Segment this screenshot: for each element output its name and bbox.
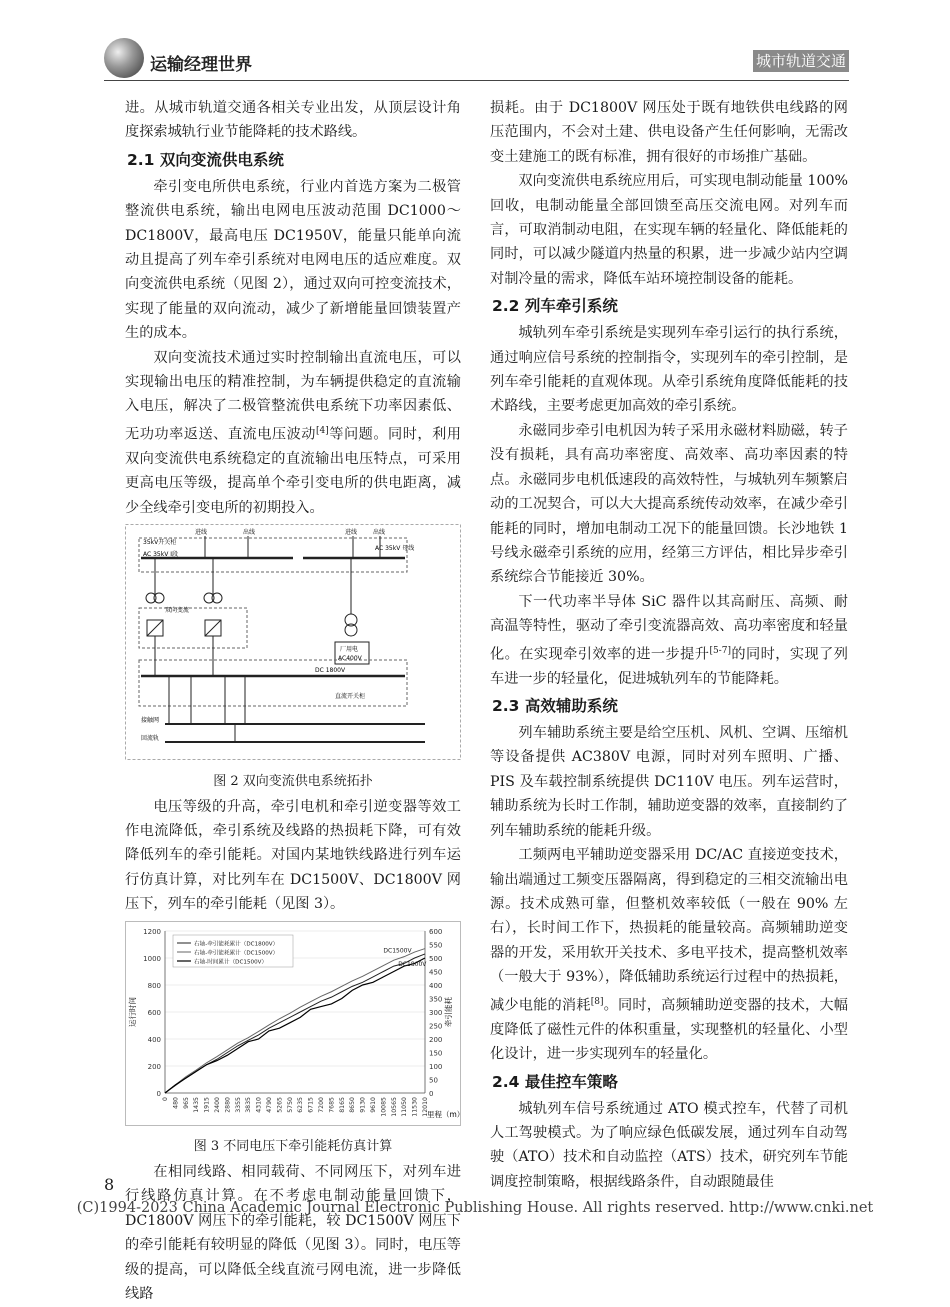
y-left-tick-label: 200: [147, 1062, 161, 1071]
x-tick-label: 4790: [266, 1096, 273, 1113]
figure-2-caption: 图 2 双向变流供电系统拓扑: [213, 773, 373, 789]
x-tick-label: 480: [172, 1096, 180, 1109]
paragraph: 城轨列车信号系统通过 ATO 模式控车，代替了司机人工驾驶模式。为了响应绿色低碳发展，通过列车自动驾驶（ATO）技术和自动监控（ATS）技术，研究列车节能调度控制策略，根据线路条件，自动跟随最佳: [490, 1100, 848, 1190]
label-aux1: 厂用电: [340, 646, 359, 654]
y-left-tick-label: 800: [147, 981, 161, 990]
x-tick-label: 2400: [214, 1096, 221, 1113]
x-tick-label: 5265: [276, 1096, 284, 1113]
section-heading-2-2: 2.2 列车牵引系统: [492, 297, 618, 316]
paragraph: 永磁同步牵引电机因为转子采用永磁材料励磁，转子没有损耗，具有高功率密度、高效率、高功率因素的特点。永磁同步电机低速段的高效特性，与城轨列车频繁启动的工况契合，可以大大提高系统传动效率，在减少牵引能耗的同时，增加电制动工况下的能量回馈。长沙地铁 1 号线永磁牵引系统的应用，经第三方评估，相比异步牵引系统综合节能接近 30%。: [490, 422, 848, 586]
x-tick-label: 965: [182, 1096, 190, 1109]
legend-entry: 右轴-牵引能耗累计（DC1500V）: [194, 950, 279, 957]
page-number: 8: [104, 1175, 115, 1194]
x-tick-label: 6235: [297, 1096, 305, 1113]
paragraph: 城轨列车牵引系统是实现列车牵引运行的执行系统，通过响应信号系统的控制指令，实现列车的牵引控制，是列车牵引能耗的直观体现。从牵引系统角度降低能耗的技术路线，主要考虑更加高效的牵引系统。: [490, 325, 848, 415]
x-tick-label: 7200: [318, 1096, 325, 1113]
journal-brand: 运输经理世界: [150, 55, 252, 75]
x-tick-label: 0: [162, 1096, 169, 1101]
x-tick-label: 11050: [401, 1096, 409, 1117]
y-right-tick-label: 0: [429, 1089, 434, 1098]
label-ac1: AC 35kV I段: [143, 551, 178, 559]
y-left-tick-label: 600: [147, 1008, 161, 1017]
paragraph: 牵引变电所供电系统，行业内首选方案为二极管整流供电系统，输出电网电压波动范围 DC1000～DC1800V，最高电压 DC1950V，能量只能单向流动且提高了列车牵引系统对电网电压的适应难度。双向变流供电系统（见图 2），通过双向可控变流技术，实现了能量的双向流动，减少了新增能量回馈装置产生的成本。: [125, 178, 461, 342]
journal-logo-globe-icon: [104, 38, 144, 78]
y-left-tick-label: 1200: [143, 927, 161, 936]
label-out1: 出线: [243, 529, 256, 537]
y-left-label: 运行时间: [128, 996, 137, 1027]
y-right-tick-label: 150: [429, 1049, 443, 1058]
x-tick-label: 2880: [224, 1096, 232, 1113]
x-tick-label: 3835: [245, 1096, 253, 1113]
y-right-tick-label: 300: [429, 1008, 443, 1017]
y-right-label: 牵引能耗: [444, 996, 453, 1027]
label-dcsw: 直流开关柜: [335, 693, 366, 701]
x-tick-label: 6715: [307, 1096, 315, 1113]
left-column: [125, 96, 461, 1307]
copyright-footer: (C)1994-2023 China Academic Journal Electronic Publishing House. All rights reserved. http://www.cnki.net: [76, 1200, 874, 1216]
x-tick-label: 9130: [359, 1096, 367, 1113]
citation: [4]: [316, 425, 329, 436]
header-rule: [104, 80, 849, 81]
label-dc: DC 1800V: [315, 667, 346, 675]
citation: [8]: [590, 996, 604, 1007]
y-left-tick-label: 0: [156, 1089, 161, 1098]
topology-diagram: [125, 524, 461, 760]
y-right-tick-label: 600: [429, 927, 443, 936]
y-right-tick-label: 350: [429, 995, 443, 1004]
citation: [5-7]: [709, 645, 731, 656]
x-tick-label: 1915: [203, 1096, 211, 1113]
label-catenary: 接触网: [141, 717, 160, 725]
x-tick-label: 11530: [411, 1096, 419, 1117]
figure-2-topology: [125, 524, 461, 768]
label-in2: 进线: [345, 529, 358, 537]
x-tick-label: 3355: [234, 1096, 242, 1113]
y-right-tick-label: 450: [429, 968, 443, 977]
paragraph: 电压等级的升高，牵引电机和牵引逆变器等效工作电流降低，牵引系统及线路的热损耗下降，可有效降低列车的牵引能耗。对国内某地铁线路进行列车运行仿真计算，对比列车在 DC1500V、DC1800V 网压下，列车的牵引能耗（见图 3）。: [125, 798, 461, 913]
paragraph: 进。从城市轨道交通各相关专业出发，从顶层设计角度探索城轨行业节能降耗的技术路线。: [125, 100, 461, 141]
annotation-dc1500: DC1500V: [383, 947, 412, 955]
label-in1: 进线: [195, 529, 208, 537]
paragraph: 列车辅助系统主要是给空压机、风机、空调、压缩机等设备提供 AC380V 电源，同时对列车照明、广播、PIS 及车载控制系统提供 DC110V 电压。列车运营时，辅助系统为长时工作制，辅助逆变器的效率，直接制约了列车辅助系统的能耗升级。: [490, 725, 848, 839]
section-heading-2-4: 2.4 最佳控车策略: [492, 1072, 618, 1091]
label-35kv: 35kV开关柜: [143, 539, 177, 547]
paragraph: 双向变流供电系统应用后，可实现电制动能量 100% 回收，电制动能量全部回馈至高压交流电网。对列车而言，可取消制动电阻，在实现车辆的轻量化、降低能耗的同时，可以减少隧道内热量的积累，进一步减少站内空调对制冷量的需求，降低车站环境控制设备的能耗。: [490, 173, 848, 287]
energy-chart: [125, 921, 461, 1126]
x-tick-label: 5750: [286, 1096, 294, 1113]
x-tick-label: 8650: [349, 1096, 357, 1113]
page-header: [0, 0, 950, 84]
paragraph: 在相同线路、相同载荷、不同网压下，对列车进行线路仿真计算。在不考虑电制动能量回馈下，DC1800V 网压下的牵引能耗，较 DC1500V 网压下的牵引能耗有较明显的降低（见图 3）。同时，电压等级的提高，可以降低全线直流弓网电流，进一步降低线路: [125, 1164, 461, 1303]
x-tick-label: 7685: [328, 1096, 336, 1113]
x-tick-label: 10565: [390, 1096, 398, 1117]
y-right-tick-label: 200: [429, 1035, 443, 1044]
paragraph: 双向变流技术通过实时控制输出直流电压，可以实现输出电压的精准控制，为车辆提供稳定的直流输入电压，解决了二极管整流供电系统下功率因素低、无功功率返送、直流电压波动[4]等问题。同时，利用双向变流供电系统稳定的直流输出电压特点，可采用更高电压等级，提高单个牵引变电所的供电距离，减少全线牵引变电所的初期投入。: [125, 349, 461, 516]
section-heading-2-3: 2.3 高效辅助系统: [492, 697, 618, 716]
y-right-tick-label: 550: [429, 941, 443, 950]
x-tick-label: 9610: [370, 1096, 377, 1113]
right-column: [490, 96, 848, 1194]
figure-3-chart: [125, 921, 461, 1134]
x-tick-label: 8165: [338, 1096, 346, 1113]
x-tick-label: 1435: [193, 1096, 201, 1113]
label-return-rail: 回流轨: [141, 735, 160, 743]
y-left-tick-label: 400: [147, 1035, 161, 1044]
annotation-dc1800: DC1800V: [398, 960, 427, 968]
paragraph: 损耗。由于 DC1800V 网压处于既有地铁供电线路的网压范围内，不会对土建、供电设备产生任何影响，无需改变土建施工的既有标准，拥有很好的市场推广基础。: [490, 100, 848, 165]
y-right-tick-label: 400: [429, 981, 443, 990]
y-right-tick-label: 250: [429, 1022, 443, 1031]
x-tick-label: 4310: [255, 1096, 263, 1113]
y-right-tick-label: 500: [429, 954, 443, 963]
y-right-tick-label: 50: [429, 1076, 438, 1085]
x-tick-label: 10085: [380, 1096, 388, 1117]
label-ac2: AC 35kV 母线: [375, 545, 415, 553]
label-bidir: 双向变流: [165, 607, 190, 615]
x-label: 里程（m）: [427, 1109, 461, 1119]
section-heading-2-1: 2.1 双向变流供电系统: [127, 150, 284, 169]
label-aux2: AC400V: [338, 655, 362, 663]
x-tick-label: 12010: [422, 1096, 429, 1117]
y-right-tick-label: 100: [429, 1062, 443, 1071]
paragraph: 下一代功率半导体 SiC 器件以其高耐压、高频、耐高温等特性，驱动了牵引变流器高效、高功率密度和轻量化。在实现牵引效率的进一步提升[5-7]的同时，实现了列车进一步的轻量化，促进城轨列车的节能降耗。: [490, 593, 848, 687]
y-left-tick-label: 1000: [143, 954, 161, 963]
section-tag: 城市轨道交通: [753, 50, 849, 72]
legend-entry: 右轴-时间累计（DC1500V）: [194, 959, 268, 966]
paragraph: 工频两电平辅助逆变器采用 DC/AC 直接逆变技术，输出端通过工频变压器隔离，得到稳定的三相交流输出电源。技术成熟可靠，但整机效率较低（一般在 90% 左右），长时间工作下，热损耗的能量较高。高频辅助逆变器的开发，采用软开关技术、多电平技术，提高整机效率（一般大于 93%），降低辅助系统运行过程中的热损耗，减少电能的消耗[8]。同时，高频辅助逆变器的技术，大幅度降低了磁性元件的体积重量，实现整机的轻量化、小型化设计，进一步实现列车的轻量化。: [490, 847, 848, 1063]
figure-3-caption: 图 3 不同电压下牵引能耗仿真计算: [193, 1139, 393, 1155]
label-out2: 出线: [373, 529, 386, 537]
legend-entry: 右轴-牵引能耗累计（DC1800V）: [194, 941, 279, 948]
